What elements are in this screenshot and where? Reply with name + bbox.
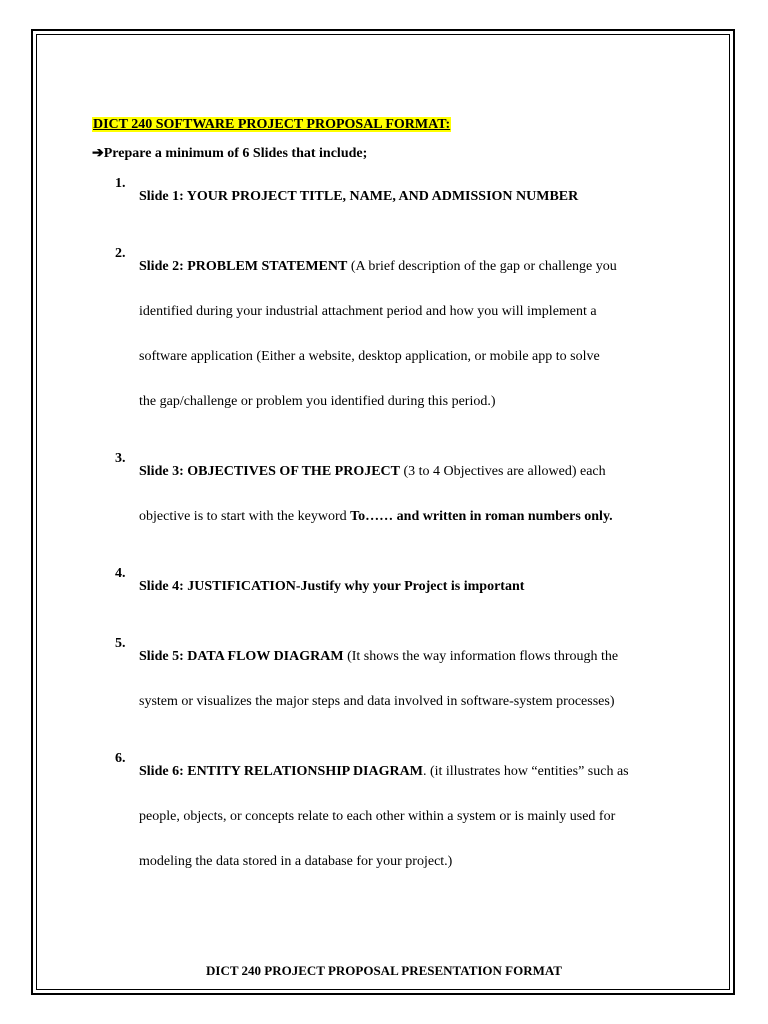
arrow-icon: ➔ — [92, 146, 104, 161]
list-item-line: identified during your industrial attachment period and how you will implement a — [139, 304, 597, 319]
list-item-number: 4. — [115, 566, 126, 581]
slide-list — [92, 174, 692, 884]
list-item-text: (It shows the way information flows through the — [343, 649, 619, 664]
list-item-text: objective is to start with the keyword — [139, 509, 351, 524]
list-item-number: 5. — [115, 636, 126, 651]
list-item-text: (A brief description of the gap or challenge you — [347, 259, 617, 274]
list-item-first-line — [139, 749, 692, 794]
document-title-line — [92, 115, 682, 135]
intro-text: Prepare a minimum of 6 Slides that include; — [103, 146, 368, 161]
list-item-line: the gap/challenge or problem you identified during this period.) — [139, 394, 496, 409]
list-item-line — [139, 494, 692, 539]
intro-line — [92, 144, 682, 164]
list-item-label: Slide 5: DATA FLOW DIAGRAM — [139, 649, 344, 664]
list-item-number: 1. — [115, 176, 126, 191]
list-item-label: Slide 2: PROBLEM STATEMENT — [139, 259, 348, 274]
list-item-line: system or visualizes the major steps and data involved in software-system processes) — [139, 694, 615, 709]
list-item-line: software application (Either a website, desktop application, or mobile app to solve — [139, 349, 600, 364]
list-item-first-line — [139, 244, 692, 289]
list-item-slide-3 — [92, 449, 692, 539]
list-item-slide-2 — [92, 244, 692, 424]
list-item-text: . (it illustrates how “entities” such as — [422, 764, 629, 779]
document-title: DICT 240 SOFTWARE PROJECT PROPOSAL FORMAT: — [93, 117, 451, 132]
list-item-number: 3. — [115, 451, 126, 466]
document-header — [92, 115, 682, 164]
list-item-label: Slide 3: OBJECTIVES OF THE PROJECT — [139, 464, 400, 479]
list-item-label: Slide 6: ENTITY RELATIONSHIP DIAGRAM — [139, 764, 423, 779]
list-item-emphasis: To…… and written in roman numbers only. — [350, 509, 613, 524]
list-item-first-line — [139, 449, 692, 494]
list-item-first-line — [139, 634, 692, 679]
list-item-text: (3 to 4 Objectives are allowed) each — [400, 464, 606, 479]
list-item-label: Slide 1: YOUR PROJECT TITLE, NAME, AND ADMISSION NUMBER — [139, 189, 579, 204]
list-item-slide-4 — [92, 564, 692, 609]
list-item-number: 6. — [115, 751, 126, 766]
list-item-line: modeling the data stored in a database for your project.) — [139, 854, 453, 869]
list-item-line: people, objects, or concepts relate to each other within a system or is mainly used for — [139, 809, 616, 824]
page-footer: DICT 240 PROJECT PROPOSAL PRESENTATION FORMAT — [206, 963, 562, 978]
list-item-number: 2. — [115, 246, 126, 261]
list-item-slide-5 — [92, 634, 692, 724]
list-item-slide-1 — [92, 174, 692, 219]
list-item-label: Slide 4: JUSTIFICATION-Justify why your Project is important — [139, 579, 525, 594]
list-item-slide-6 — [92, 749, 692, 884]
